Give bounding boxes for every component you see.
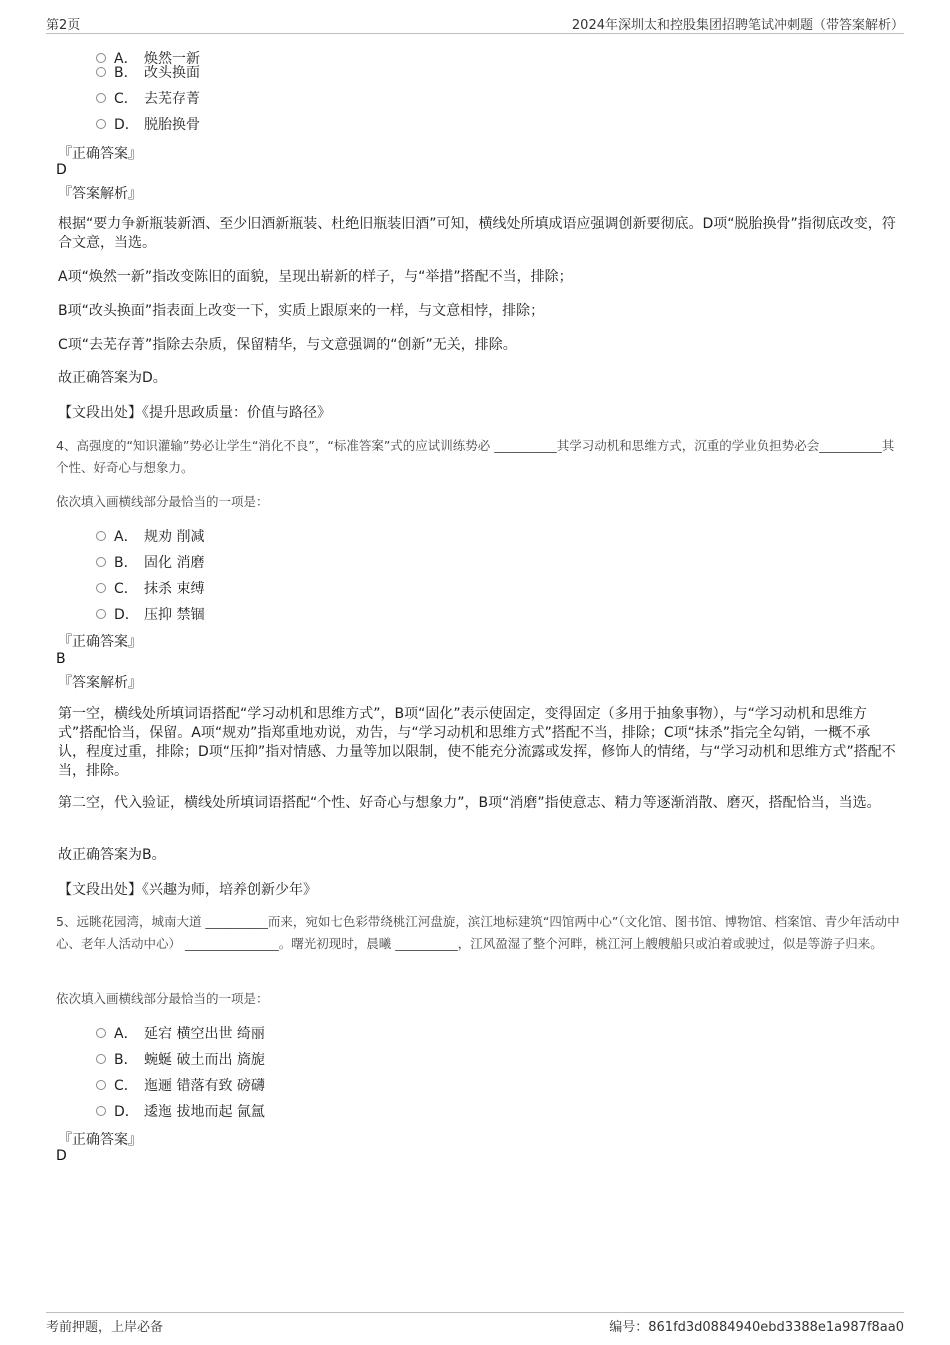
radio-button-icon[interactable] — [96, 531, 106, 541]
radio-button-icon[interactable] — [96, 609, 106, 619]
q4-option-d[interactable]: D． 压抑 禁锢 — [96, 604, 204, 624]
q4-option-b[interactable]: B． 固化 消磨 — [96, 552, 204, 572]
q3-answer: D — [56, 162, 67, 178]
q5-answer: D — [56, 1148, 67, 1164]
q3-analysis-paragraph: 故正确答案为D。 — [58, 370, 167, 386]
q3-answer-label: 『正确答案』 — [58, 146, 142, 162]
q4-source: 【文段出处】《兴趣为师，培养创新少年》 — [58, 882, 317, 898]
radio-button-icon[interactable] — [96, 1028, 106, 1038]
q5-option-b[interactable]: B． 蜿蜒 破土而出 旖旎 — [96, 1049, 265, 1069]
q4-prompt: 依次填入画横线部分最恰当的一项是： — [56, 494, 269, 509]
q3-analysis-paragraph: A项“焕然一新”指改变陈旧的面貌，呈现出崭新的样子，与“举措”搭配不当，排除； — [58, 269, 573, 285]
q4-analysis-paragraph: 第二空，代入验证，横线处所填词语搭配“个性、好奇心与想象力”，B项“消磨”指使意志、精力等逐渐消散、磨灭，搭配恰当，当选。 — [58, 795, 881, 811]
document-id: 编号：861fd3d0884940ebd3388e1a987f8aa0 — [609, 1320, 904, 1335]
q3-option-d[interactable]: D． 脱胎换骨 — [96, 114, 200, 134]
q4-analysis-paragraph: 第一空，横线处所填词语搭配“学习动机和思维方式”，B项“固化”表示使固定，变得固定（多用于抽象事物），与“学习动机和思维方式”搭配恰当，保留。A项“规劝”指郑重地劝说，劝告，与“学习动机和思维方式”搭配不当，排除；C项“抹杀”指完全勾销，一概不承认，程度过重，排除；D项“压抑”指对情感、力量等加以限制，使不能充分流露或发挥，修饰人的情绪，与“学习动机和思维方式”搭配不当，排除。 — [58, 706, 896, 779]
radio-button-icon[interactable] — [96, 119, 106, 129]
q3-analysis-paragraph: C项“去芜存菁”指除去杂质，保留精华，与文意强调的“创新”无关，排除。 — [58, 337, 517, 353]
q4-analysis-label: 『答案解析』 — [58, 675, 142, 691]
page-number: 第2页 — [46, 18, 81, 33]
document-title: 2024年深圳太和控股集团招聘笔试冲刺题（带答案解析） — [571, 18, 904, 33]
radio-button-icon[interactable] — [96, 1106, 106, 1116]
q3-option-b[interactable]: B． 改头换面 — [96, 62, 200, 82]
q4-answer: B — [56, 651, 66, 667]
footer-slogan: 考前押题，上岸必备 — [46, 1320, 164, 1335]
q3-analysis-paragraph: B项“改头换面”指表面上改变一下，实质上跟原来的一样，与文意相悖，排除； — [58, 303, 545, 319]
q3-analysis-label: 『答案解析』 — [58, 186, 142, 202]
q5-option-a[interactable]: A． 延宕 横空出世 绮丽 — [96, 1023, 265, 1043]
radio-button-icon[interactable] — [96, 583, 106, 593]
q3-analysis-paragraph: 根据“要力争新瓶装新酒、至少旧酒新瓶装、杜绝旧瓶装旧酒”可知，横线处所填成语应强调创新要彻底。D项“脱胎换骨”指彻底改变，符合文意，当选。 — [58, 216, 896, 251]
radio-button-icon[interactable] — [96, 557, 106, 567]
radio-button-icon[interactable] — [96, 1080, 106, 1090]
q4-analysis-paragraph: 故正确答案为B。 — [58, 847, 166, 863]
q4-answer-label: 『正确答案』 — [58, 634, 142, 650]
page-footer — [46, 1312, 904, 1334]
radio-button-icon[interactable] — [96, 67, 106, 77]
q4-option-c[interactable]: C． 抹杀 束缚 — [96, 578, 204, 598]
q5-option-c[interactable]: C． 迤逦 错落有致 磅礴 — [96, 1075, 265, 1095]
q5-prompt: 依次填入画横线部分最恰当的一项是： — [56, 991, 269, 1006]
q5-question-text: 5、远眺花园湾，城南大道 __________而来，宛如七色彩带绕桃江河盘旋，滨江地标建筑“四馆两中心”（文化馆、图书馆、博物馆、档案馆、青少年活动中心、老年人活动中心） _______________。曙光初现时，晨曦 __________，江风盈湿了整个河畔，桃江河上艘艘船只或泊着或驶过，似是等游子归来。 — [56, 914, 900, 951]
radio-button-icon[interactable] — [96, 93, 106, 103]
q4-option-a[interactable]: A． 规劝 削减 — [96, 526, 204, 546]
q3-option-c[interactable]: C． 去芜存菁 — [96, 88, 200, 108]
radio-button-icon[interactable] — [96, 1054, 106, 1064]
q3-source: 【文段出处】《提升思政质量：价值与路径》 — [58, 405, 331, 421]
q3-option-a[interactable]: A． 焕然一新 — [96, 48, 200, 68]
q4-question-text: 4、高强度的“知识灌输”势必让学生“消化不良”，“标准答案”式的应试训练势必 __________其学习动机和思维方式，沉重的学业负担势必会__________其个性、好奇心与想象力。 — [56, 438, 895, 475]
q5-answer-label: 『正确答案』 — [58, 1132, 142, 1148]
page-header — [46, 14, 904, 34]
q5-option-d[interactable]: D． 逶迤 拔地而起 氤氲 — [96, 1101, 265, 1121]
